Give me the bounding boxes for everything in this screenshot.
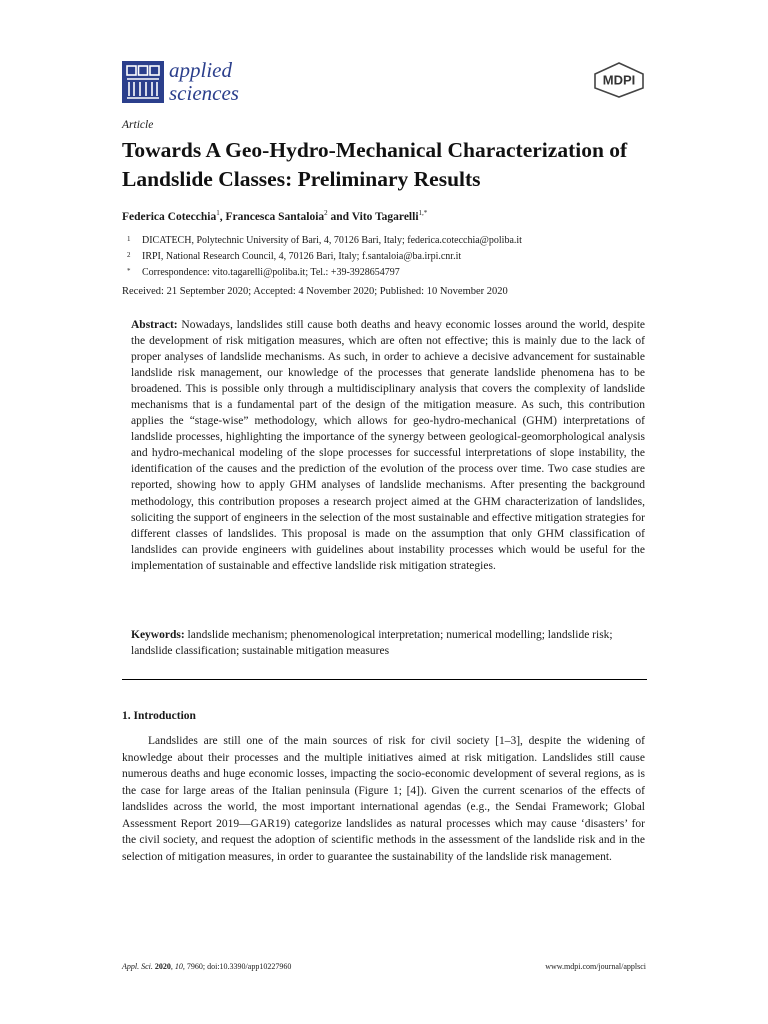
abstract [131, 317, 645, 574]
keywords-label: Keywords: [131, 629, 185, 641]
affiliation-row [122, 249, 662, 265]
affiliation-text: IRPI, National Research Council, 4, 70126 Bari, Italy; f.santaloia@ba.irpi.cnr.it [142, 251, 462, 262]
journal-name-line2: sciences [169, 81, 239, 105]
publisher-logo-text: MDPI [602, 72, 636, 88]
author-affiliation-mark: 1,* [418, 209, 428, 217]
author-affiliation-mark: 1 [216, 209, 220, 217]
journal-abbreviation: Appl. Sci. [122, 962, 153, 971]
abstract-text: Nowadays, landslides still cause both deaths and heavy economic losses around the world, despite the development of risk mitigation measures, which are often not effective; this is mainly due to the lack of proper analyses of landslide mechanisms. As such, in order to achieve a decisive advancement for sustainable landslide risk management, our knowledge of the processes that generate landslide phenomena has to be broadened. This is possible only through a multidisciplinary analysis that covers the complexity of landslide mechanisms that is a fundamental part of the design of the mitigation measure. As such, this contribution applies the “stage-wise” methodology, which allows for geo-hydro-mechanical (GHM) interpretations of landslide processes, highlighting the importance of the synergy between geological-geomorphological analysis and hydro-mechanical modeling of the slope processes for successful interpretations of slope instability, the identification of the causes and the prediction of the evolution of the process over time. Two case studies are reported, showing how to apply GHM analyses of landslide mechanisms. After presenting the background methodology, this contribution proposes a research project aimed at the GHM characterization of landslides, soliciting the support of engineers in the selection of the most sustainable and effective mitigation strategies for different classes of landslides. This proposal is made on the assumption that only GHM classification of landslides can provide engineers with guidelines about instability processes which would be useful for the implementation of sustainable and effective landslide risk mitigation strategies. [131, 319, 645, 572]
affiliation-text: DICATECH, Polytechnic University of Bari, 4, 70126 Bari, Italy; federica.cotecchia@poliba.it [142, 235, 522, 246]
section-divider [122, 679, 647, 680]
author-name[interactable]: Vito Tagarelli [351, 211, 419, 223]
section-heading: 1. Introduction [122, 710, 196, 722]
keywords [131, 627, 645, 659]
publication-dates: Received: 21 September 2020; Accepted: 4 November 2020; Published: 10 November 2020 [122, 286, 508, 297]
correspondence-text: Correspondence: vito.tagarelli@poliba.it; Tel.: +39-3928654797 [142, 267, 400, 278]
author-name[interactable]: Francesca Santaloia [225, 211, 325, 223]
affiliation-row [122, 265, 662, 281]
affiliations [122, 233, 662, 281]
publication-year: 2020 [154, 962, 171, 971]
author-affiliation-mark: 2 [324, 209, 328, 217]
paper-title: Towards A Geo-Hydro-Mechanical Characterization of Landslide Classes: Preliminary Results [122, 138, 628, 191]
introduction-paragraph: Landslides are still one of the main sources of risk for civil society [1–3], despite the widening of knowledge about their processes and the multiple initiatives aimed at risk mitigation. Landslides still cause numerous deaths and huge economic losses, impacting the socio-economic development of several regions, as is the case for large areas of the Italian peninsula (Figure 1; [4]). Given the current scenarios of the effects of landslides across the world, the most important international agendas (e.g., the Sendai Framework; Global Assessment Report 2019—GAR19) categorize landslides as natural processes which may cause ‘disasters’ for the civil society, and request the adoption of scientific methods in the assessment of the landslide risk and in the selection of mitigation measures, in order to guarantee the sustainability of the landslide risk management. [122, 735, 645, 863]
abstract-label: Abstract: [131, 319, 178, 331]
author-separator: , [219, 211, 226, 223]
journal-url-link[interactable]: www.mdpi.com/journal/applsci [545, 962, 646, 971]
journal-name-line1: applied [169, 58, 232, 82]
journal-name [169, 59, 239, 105]
affiliation-mark: 2 [127, 251, 131, 259]
author-list [122, 209, 427, 223]
affiliation-row [122, 233, 662, 249]
affiliation-mark: 1 [127, 235, 131, 243]
citation-footer: Appl. Sci. 2020, 10, 7960; doi:10.3390/app10227960 [122, 962, 292, 971]
volume-number: 10 [174, 962, 183, 971]
affiliation-mark: * [127, 267, 131, 275]
applied-sciences-emblem-icon [122, 61, 164, 103]
mdpi-logo-icon[interactable] [592, 61, 646, 99]
article-type: Article [122, 119, 154, 131]
doi-text: , 7960; doi:10.3390/app10227960 [182, 962, 292, 971]
keywords-text: landslide mechanism; phenomenological interpretation; numerical modelling; landslide risk; landslide classification; sustainable mitigation measures [131, 629, 613, 657]
journal-logo[interactable] [122, 59, 239, 105]
author-separator: and [327, 211, 352, 223]
author-name[interactable]: Federica Cotecchia [122, 211, 217, 223]
